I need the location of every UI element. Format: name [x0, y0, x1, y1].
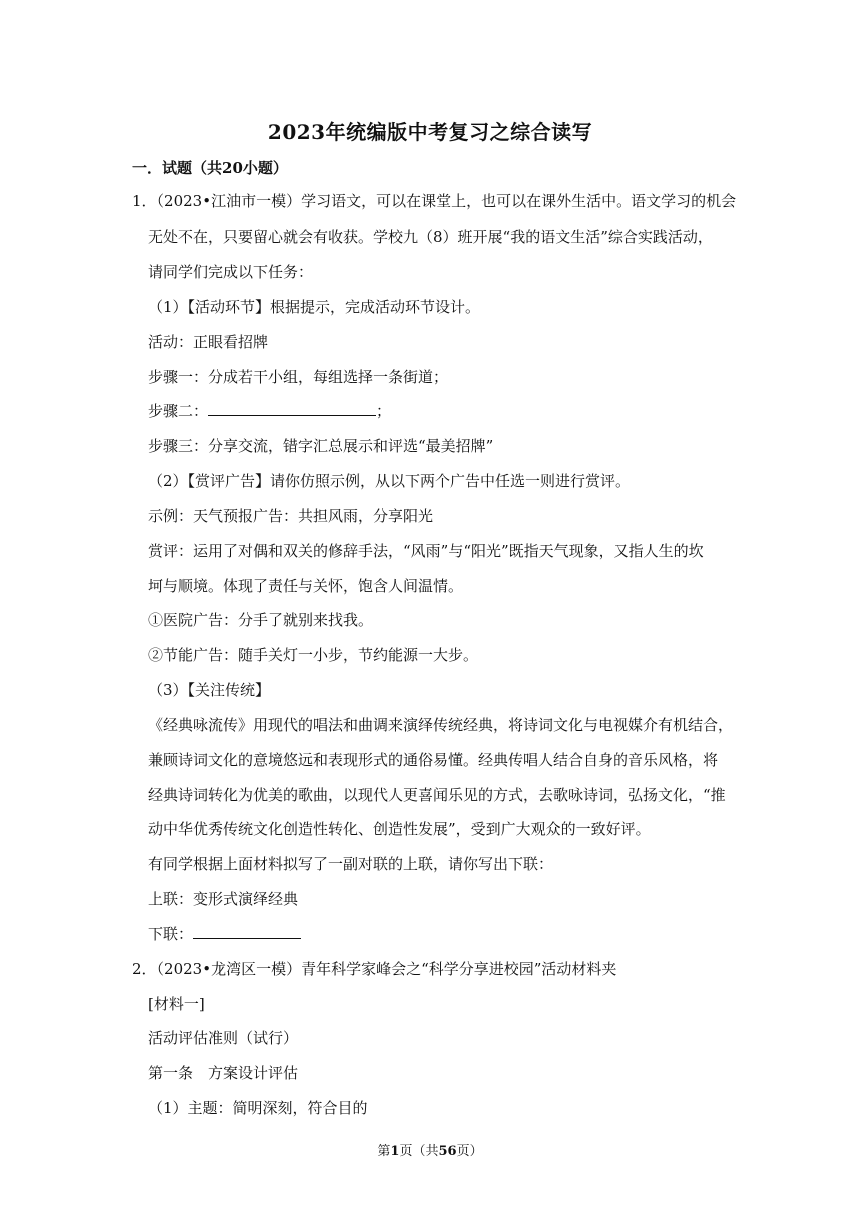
paragraph-line: 活动：正眼看招牌 [148, 333, 269, 351]
subquestion-1: （1）【活动环节】根据提示，完成活动环节设计。 [148, 298, 481, 316]
subquestion-3: （3）【关注传统】 [148, 681, 271, 699]
footer-mid: 页（共 [399, 1144, 439, 1159]
section-heading: 一．试题（共20小题） [132, 159, 288, 177]
page-footer [0, 1140, 860, 1159]
paragraph-line: 第一条 方案设计评估 [148, 1064, 299, 1082]
paragraph-line: ①医院广告：分手了就别来找我。 [148, 611, 374, 629]
paragraph-line: 有同学根据上面材料拟写了一副对联的上联，请你写出下联： [148, 855, 554, 873]
footer-total-pages: 56 [438, 1144, 457, 1159]
footer-page-number: 1 [390, 1144, 400, 1159]
step-two-line [148, 400, 391, 421]
paragraph-line: 步骤三：分享交流，错字汇总展示和评选“最美招牌” [148, 437, 494, 455]
paragraph-line: [材料一] [148, 995, 205, 1013]
paragraph-line: （1）主题：简明深刻，符合目的 [148, 1099, 368, 1117]
step-two-label: 步骤二： [148, 402, 209, 420]
paragraph-line: 兼顾诗词文化的意境悠远和表现形式的通俗易懂。经典传唱人结合自身的音乐风格，将 [148, 751, 719, 769]
paragraph-line: 坷与顺境。体现了责任与关怀，饱含人间温情。 [148, 577, 464, 595]
footer-suffix: 页） [456, 1144, 483, 1159]
step-two-end: ； [376, 402, 392, 420]
paragraph-line: 动中华优秀传统文化创造性转化、创造性发展”，受到广大观众的一致好评。 [148, 820, 651, 838]
paragraph-line: 活动评估准则（试行） [148, 1029, 299, 1047]
lower-couplet-line [148, 923, 301, 944]
paragraph-line: 请同学们完成以下任务： [148, 263, 314, 281]
footer-prefix: 第 [377, 1144, 391, 1159]
paragraph-line: ②节能广告：随手关灯一小步，节约能源一大步。 [148, 646, 479, 664]
paragraph-line: 步骤一：分成若干小组，每组选择一条街道； [148, 368, 449, 386]
question-2-text: 2．（2023•龙湾区一模）青年科学家峰会之“科学分享进校园”活动材料夹 [132, 960, 617, 978]
subquestion-2: （2）【赏评广告】请你仿照示例，从以下两个广告中任选一则进行赏评。 [148, 472, 631, 490]
paragraph-line: 无处不在，只要留心就会有收获。学校九（8）班开展“我的语文生活”综合实践活动， [148, 228, 713, 246]
question-1-text: 1．（2023•江油市一模）学习语文，可以在课堂上，也可以在课外生活中。语文学习的机会 [132, 192, 737, 210]
paragraph-line: 示例：天气预报广告：共担风雨，分享阳光 [148, 507, 434, 525]
paragraph-line: 《经典咏流传》用现代的唱法和曲调来演绎传统经典，将诗词文化与电视媒介有机结合， [148, 716, 734, 734]
paragraph-line: 赏评：运用了对偶和双关的修辞手法，“风雨”与“阳光”既指天气现象，又指人生的坎 [148, 542, 704, 560]
paragraph-line: 上联：变形式演绎经典 [148, 890, 299, 908]
page-title: 2023年统编版中考复习之综合读写 [267, 120, 593, 144]
paragraph-line: 经典诗词转化为优美的歌曲，以现代人更喜闻乐见的方式，去歌咏诗词，弘扬文化，“推 [148, 786, 726, 804]
answer-blank[interactable] [193, 924, 301, 939]
answer-blank[interactable] [208, 401, 376, 416]
lower-couplet-label: 下联： [148, 925, 194, 943]
